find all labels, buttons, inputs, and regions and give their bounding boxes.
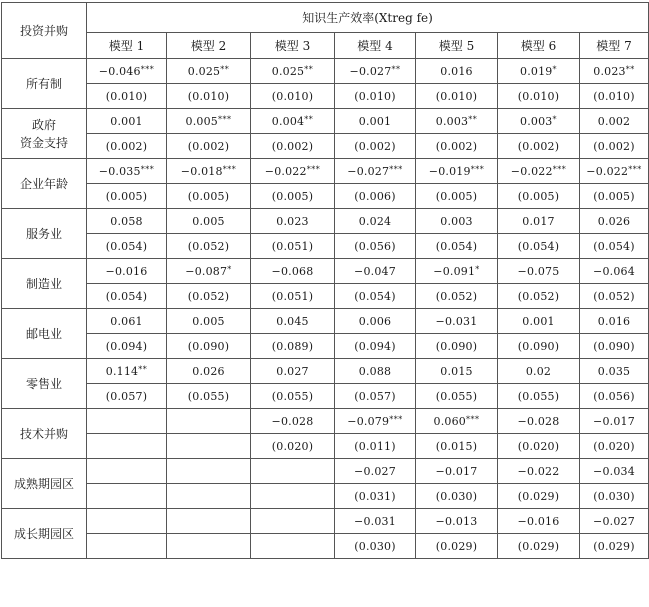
coefficient-cell [498, 409, 580, 434]
standard-error-cell: (0.056) [335, 234, 416, 259]
corner-header: 投资并购 [2, 3, 87, 59]
row-label-line: 服务业 [25, 226, 62, 241]
coefficient-cell [87, 509, 167, 534]
coefficient-cell [335, 159, 416, 184]
significance-stars: *** [140, 64, 155, 74]
coefficient-cell [498, 109, 580, 134]
coefficient-value: −0.031 [354, 514, 396, 528]
se-row [2, 284, 649, 309]
coefficient-value: −0.016 [105, 264, 148, 278]
coefficient-cell [580, 109, 649, 134]
coefficient-value: 0.017 [522, 214, 555, 228]
standard-error-cell: (0.002) [167, 134, 251, 159]
row-label-line: 所有制 [25, 76, 62, 91]
coefficient-cell [87, 359, 167, 384]
standard-error-cell [251, 484, 335, 509]
standard-error-cell: (0.052) [167, 234, 251, 259]
coefficient-value: −0.034 [593, 464, 635, 478]
standard-error-cell: (0.055) [416, 384, 498, 409]
coefficient-value: 0.005 [185, 114, 218, 128]
coefficient-cell [580, 209, 649, 234]
standard-error-cell: (0.005) [87, 184, 167, 209]
standard-error-cell: (0.020) [580, 434, 649, 459]
coefficient-value: −0.027 [349, 64, 392, 78]
significance-stars: *** [389, 414, 403, 424]
significance-stars: *** [140, 164, 155, 174]
coefficient-cell [335, 309, 416, 334]
coefficient-cell [87, 409, 167, 434]
coefficient-value: 0.02 [525, 364, 552, 378]
coefficient-value: 0.001 [110, 114, 143, 128]
group-header: 知识生产效率(Xtreg fe) [87, 3, 649, 33]
coefficient-value: 0.006 [358, 314, 392, 328]
coefficient-value: 0.058 [110, 214, 143, 228]
coefficient-cell [580, 59, 649, 84]
se-row [2, 434, 649, 459]
standard-error-cell: (0.090) [580, 334, 649, 359]
coefficient-value: 0.005 [192, 214, 225, 228]
standard-error-cell: (0.010) [251, 84, 335, 109]
coef-row [2, 409, 649, 434]
coefficient-cell [167, 509, 251, 534]
significance-stars: *** [306, 164, 321, 174]
standard-error-cell: (0.010) [498, 84, 580, 109]
coefficient-value: 0.003 [520, 114, 553, 128]
standard-error-cell: (0.054) [498, 234, 580, 259]
standard-error-cell: (0.010) [87, 84, 167, 109]
standard-error-cell [87, 434, 167, 459]
row-label [2, 109, 87, 159]
coefficient-cell [167, 209, 251, 234]
significance-stars: * [475, 264, 480, 274]
standard-error-cell: (0.056) [580, 384, 649, 409]
coefficient-cell [87, 159, 167, 184]
coefficient-value: −0.022 [264, 164, 307, 178]
significance-stars: ** [304, 64, 314, 74]
standard-error-cell: (0.020) [498, 434, 580, 459]
standard-error-cell: (0.010) [580, 84, 649, 109]
standard-error-cell: (0.002) [498, 134, 580, 159]
se-row [2, 134, 649, 159]
row-label-line: 邮电业 [25, 326, 62, 341]
row-label-line: 成熟期园区 [13, 476, 74, 491]
standard-error-cell: (0.002) [580, 134, 649, 159]
standard-error-cell: (0.052) [580, 284, 649, 309]
coefficient-cell [251, 459, 335, 484]
coefficient-cell [335, 59, 416, 84]
coefficient-cell [167, 459, 251, 484]
standard-error-cell: (0.055) [251, 384, 335, 409]
standard-error-cell [167, 534, 251, 559]
standard-error-cell: (0.090) [416, 334, 498, 359]
standard-error-cell: (0.011) [335, 434, 416, 459]
standard-error-cell: (0.005) [580, 184, 649, 209]
coefficient-cell [498, 309, 580, 334]
coefficient-cell [167, 409, 251, 434]
coefficient-cell [87, 309, 167, 334]
model-header: 模型 6 [498, 33, 580, 59]
coef-row [2, 109, 649, 134]
model-header: 模型 1 [87, 33, 167, 59]
model-header: 模型 3 [251, 33, 335, 59]
coef-row [2, 159, 649, 184]
coefficient-value: 0.005 [192, 314, 225, 328]
coefficient-cell [167, 259, 251, 284]
coefficient-value: 0.016 [440, 64, 473, 78]
standard-error-cell [167, 484, 251, 509]
standard-error-cell: (0.051) [251, 284, 335, 309]
coefficient-value: −0.035 [98, 164, 141, 178]
coefficient-cell [498, 459, 580, 484]
coefficient-value: −0.018 [180, 164, 223, 178]
standard-error-cell: (0.054) [580, 234, 649, 259]
coefficient-cell [251, 409, 335, 434]
significance-stars: *** [470, 164, 485, 174]
coefficient-cell [167, 59, 251, 84]
coefficient-value: 0.035 [597, 364, 631, 378]
standard-error-cell: (0.057) [335, 384, 416, 409]
coef-row [2, 459, 649, 484]
coefficient-cell [251, 259, 335, 284]
coefficient-value: −0.047 [354, 264, 396, 278]
coefficient-value: 0.003 [435, 114, 469, 128]
coefficient-cell [580, 359, 649, 384]
coefficient-cell [251, 159, 335, 184]
standard-error-cell: (0.055) [167, 384, 251, 409]
coefficient-cell [580, 409, 649, 434]
coefficient-value: 0.026 [192, 364, 225, 378]
se-row [2, 534, 649, 559]
standard-error-cell: (0.002) [87, 134, 167, 159]
coefficient-value: −0.064 [593, 264, 635, 278]
significance-stars: *** [466, 414, 480, 424]
coefficient-cell [498, 159, 580, 184]
coefficient-cell [167, 309, 251, 334]
coefficient-cell [498, 359, 580, 384]
standard-error-cell [87, 484, 167, 509]
significance-stars: *** [218, 114, 232, 124]
coefficient-cell [87, 459, 167, 484]
coefficient-cell [580, 259, 649, 284]
model-header: 模型 5 [416, 33, 498, 59]
coefficient-value: −0.022 [517, 464, 560, 478]
coefficient-cell [416, 409, 498, 434]
coefficient-cell [251, 359, 335, 384]
coefficient-cell [416, 209, 498, 234]
row-label-line: 资金支持 [19, 135, 68, 150]
standard-error-cell: (0.089) [251, 334, 335, 359]
standard-error-cell: (0.054) [87, 284, 167, 309]
coefficient-cell [416, 509, 498, 534]
coefficient-value: 0.002 [597, 114, 631, 128]
row-label [2, 309, 87, 359]
coefficient-value: −0.027 [354, 464, 396, 478]
row-label [2, 459, 87, 509]
standard-error-cell: (0.029) [580, 534, 649, 559]
coefficient-cell [580, 159, 649, 184]
coefficient-cell [251, 109, 335, 134]
row-label-line: 技术并购 [19, 426, 68, 441]
significance-stars: *** [628, 164, 642, 174]
coefficient-cell [416, 109, 498, 134]
row-label [2, 209, 87, 259]
coefficient-value: −0.028 [271, 414, 314, 428]
coefficient-cell [416, 159, 498, 184]
significance-stars: ** [625, 64, 635, 74]
se-row [2, 484, 649, 509]
coefficient-value: −0.027 [593, 514, 635, 528]
coefficient-value: 0.001 [358, 114, 392, 128]
se-row [2, 334, 649, 359]
coefficient-cell [335, 109, 416, 134]
coefficient-cell [87, 259, 167, 284]
standard-error-cell: (0.010) [335, 84, 416, 109]
coefficient-cell [167, 359, 251, 384]
model-header: 模型 2 [167, 33, 251, 59]
standard-error-cell: (0.030) [416, 484, 498, 509]
standard-error-cell: (0.031) [335, 484, 416, 509]
coefficient-value: −0.091 [433, 264, 476, 278]
standard-error-cell: (0.090) [498, 334, 580, 359]
coefficient-value: 0.024 [358, 214, 392, 228]
standard-error-cell: (0.006) [335, 184, 416, 209]
coefficient-cell [580, 309, 649, 334]
standard-error-cell: (0.010) [167, 84, 251, 109]
standard-error-cell: (0.015) [416, 434, 498, 459]
coefficient-value: 0.019 [520, 64, 553, 78]
coefficient-value: 0.114 [105, 364, 139, 378]
model-header: 模型 7 [580, 33, 649, 59]
significance-stars: ** [391, 64, 401, 74]
significance-stars: *** [222, 164, 237, 174]
row-label-line: 制造业 [25, 276, 62, 291]
significance-stars: ** [304, 114, 314, 124]
coefficient-value: −0.027 [347, 164, 390, 178]
significance-stars: ** [468, 114, 478, 124]
coefficient-cell [335, 359, 416, 384]
standard-error-cell: (0.005) [416, 184, 498, 209]
coefficient-cell [87, 209, 167, 234]
coefficient-cell [416, 459, 498, 484]
coefficient-cell [416, 59, 498, 84]
coefficient-cell [416, 309, 498, 334]
row-label-line: 成长期园区 [13, 526, 74, 541]
coefficient-cell [498, 59, 580, 84]
coefficient-value: −0.013 [435, 514, 478, 528]
coefficient-value: 0.061 [110, 314, 143, 328]
standard-error-cell: (0.005) [251, 184, 335, 209]
coefficient-value: −0.075 [517, 264, 560, 278]
coefficient-value: 0.004 [271, 114, 305, 128]
standard-error-cell: (0.094) [87, 334, 167, 359]
coefficient-cell [335, 459, 416, 484]
coefficient-value: 0.016 [597, 314, 631, 328]
se-row [2, 184, 649, 209]
row-label [2, 159, 87, 209]
coefficient-value: −0.019 [428, 164, 471, 178]
coefficient-cell [167, 159, 251, 184]
se-row [2, 84, 649, 109]
se-row [2, 234, 649, 259]
table-body [2, 59, 649, 559]
standard-error-cell: (0.052) [498, 284, 580, 309]
coefficient-cell [251, 209, 335, 234]
coefficient-value: 0.027 [276, 364, 309, 378]
coefficient-value: −0.022 [586, 164, 629, 178]
significance-stars: *** [552, 164, 567, 174]
row-label [2, 259, 87, 309]
standard-error-cell: (0.057) [87, 384, 167, 409]
coefficient-value: −0.022 [510, 164, 553, 178]
row-label [2, 59, 87, 109]
significance-stars: ** [138, 364, 148, 374]
coefficient-value: −0.028 [517, 414, 560, 428]
coefficient-cell [498, 209, 580, 234]
coefficient-value: 0.023 [593, 64, 626, 78]
coef-row [2, 209, 649, 234]
standard-error-cell: (0.054) [416, 234, 498, 259]
standard-error-cell: (0.054) [335, 284, 416, 309]
coefficient-cell [580, 509, 649, 534]
coefficient-value: −0.068 [271, 264, 314, 278]
coefficient-cell [251, 509, 335, 534]
coefficient-value: 0.023 [276, 214, 309, 228]
coefficient-value: 0.003 [440, 214, 473, 228]
coefficient-value: −0.017 [435, 464, 478, 478]
regression-table [1, 2, 649, 559]
standard-error-cell: (0.029) [498, 534, 580, 559]
coef-row [2, 259, 649, 284]
coefficient-value: 0.026 [597, 214, 631, 228]
standard-error-cell: (0.005) [167, 184, 251, 209]
coefficient-cell [251, 309, 335, 334]
row-label-line: 企业年龄 [19, 176, 68, 191]
coefficient-cell [335, 409, 416, 434]
coefficient-value: 0.045 [276, 314, 309, 328]
standard-error-cell: (0.002) [416, 134, 498, 159]
coefficient-cell [335, 509, 416, 534]
coef-row [2, 59, 649, 84]
standard-error-cell: (0.029) [416, 534, 498, 559]
significance-stars: * [552, 114, 557, 124]
coefficient-value: −0.079 [347, 414, 390, 428]
standard-error-cell: (0.052) [416, 284, 498, 309]
significance-stars: * [552, 64, 557, 74]
coefficient-cell [167, 109, 251, 134]
significance-stars: ** [220, 64, 230, 74]
coefficient-value: −0.016 [517, 514, 560, 528]
coefficient-cell [580, 459, 649, 484]
standard-error-cell: (0.029) [498, 484, 580, 509]
coefficient-value: 0.001 [522, 314, 555, 328]
standard-error-cell: (0.002) [251, 134, 335, 159]
coefficient-value: 0.015 [440, 364, 473, 378]
coefficient-cell [251, 59, 335, 84]
coefficient-value: 0.060 [433, 414, 466, 428]
standard-error-cell [251, 534, 335, 559]
standard-error-cell: (0.030) [335, 534, 416, 559]
row-label-line: 政府 [31, 117, 56, 132]
coefficient-cell [87, 59, 167, 84]
row-label [2, 409, 87, 459]
coefficient-value: −0.031 [435, 314, 478, 328]
se-row [2, 384, 649, 409]
coef-row [2, 359, 649, 384]
coefficient-value: 0.025 [271, 64, 305, 78]
coefficient-value: 0.088 [358, 364, 392, 378]
coef-row [2, 509, 649, 534]
standard-error-cell: (0.005) [498, 184, 580, 209]
coefficient-value: −0.017 [593, 414, 635, 428]
standard-error-cell: (0.052) [167, 284, 251, 309]
coefficient-cell [498, 259, 580, 284]
standard-error-cell [87, 534, 167, 559]
standard-error-cell: (0.054) [87, 234, 167, 259]
coefficient-value: 0.025 [187, 64, 221, 78]
standard-error-cell: (0.010) [416, 84, 498, 109]
coefficient-cell [416, 359, 498, 384]
row-label [2, 509, 87, 559]
coefficient-cell [416, 259, 498, 284]
standard-error-cell: (0.094) [335, 334, 416, 359]
significance-stars: *** [389, 164, 403, 174]
standard-error-cell: (0.051) [251, 234, 335, 259]
coefficient-value: −0.087 [185, 264, 228, 278]
standard-error-cell: (0.030) [580, 484, 649, 509]
model-header: 模型 4 [335, 33, 416, 59]
standard-error-cell [167, 434, 251, 459]
standard-error-cell: (0.090) [167, 334, 251, 359]
coefficient-cell [87, 109, 167, 134]
standard-error-cell: (0.055) [498, 384, 580, 409]
row-label-line: 零售业 [25, 376, 62, 391]
coefficient-cell [335, 259, 416, 284]
coef-row [2, 309, 649, 334]
coefficient-value: −0.046 [98, 64, 141, 78]
standard-error-cell: (0.020) [251, 434, 335, 459]
row-label [2, 359, 87, 409]
coefficient-cell [498, 509, 580, 534]
coefficient-cell [335, 209, 416, 234]
standard-error-cell: (0.002) [335, 134, 416, 159]
significance-stars: * [227, 264, 232, 274]
